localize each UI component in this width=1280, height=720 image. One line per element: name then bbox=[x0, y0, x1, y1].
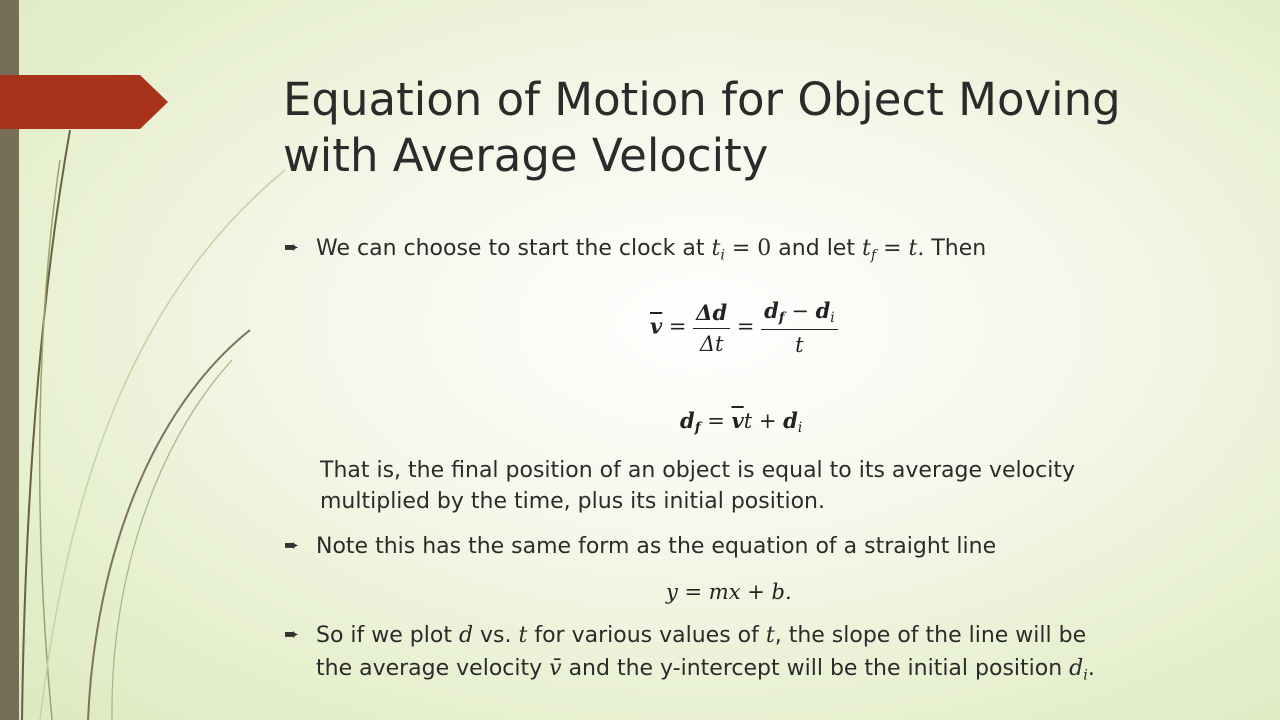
paragraph-line2: multiplied by the time, plus its initial position. bbox=[320, 489, 825, 514]
title-arrow-decoration bbox=[0, 75, 170, 129]
eq1-num2-a: d bbox=[764, 298, 779, 323]
arrow-right-bullet-icon: ➨ bbox=[284, 624, 300, 645]
bullet3-text-c: for various values of bbox=[527, 623, 766, 648]
slide-title-line2: with Average Velocity bbox=[283, 129, 769, 182]
eq1-num2-op: − bbox=[784, 299, 816, 323]
bullet3-line2-b: and the y-intercept will be the initial position bbox=[561, 656, 1070, 681]
eq1-lhs: $\overline{v}$ bbox=[650, 313, 663, 339]
eq2-d: d bbox=[783, 408, 798, 433]
eq2-t: t bbox=[743, 409, 753, 433]
eq1-num2-b-sub: i bbox=[830, 310, 835, 327]
paragraph-line1: That is, the final position of an object is equal to its average velocity bbox=[320, 458, 1075, 483]
bullet1-text-b: and let bbox=[771, 236, 862, 261]
bullet1-math-ti-sub: i bbox=[720, 247, 725, 264]
bullet-item-2 bbox=[284, 531, 996, 561]
equation-straight-line: y = mx + b. bbox=[666, 580, 792, 604]
eq1-den2: t bbox=[795, 333, 804, 358]
eq1-equals-2: = bbox=[730, 314, 762, 339]
bullet-item-1 bbox=[284, 233, 986, 270]
bullet1-text-a: We can choose to start the clock at bbox=[316, 236, 712, 261]
eq2-lhs: d bbox=[680, 408, 695, 433]
eq1-fraction-2 bbox=[761, 298, 838, 357]
slide-title-line1: Equation of Motion for Object Moving bbox=[283, 73, 1121, 126]
bullet1-text-c: Then bbox=[924, 236, 987, 261]
eq1-num1: Δd bbox=[693, 300, 730, 329]
eq2-lhs-sub: f bbox=[694, 420, 701, 437]
eq1-num2-b: d bbox=[815, 298, 831, 323]
arrow-right-bullet-icon: ➨ bbox=[284, 535, 300, 556]
explanation-paragraph bbox=[320, 455, 1220, 517]
eq2-equals: = bbox=[700, 409, 732, 433]
bullet3-text-d: , the slope of the line will be bbox=[774, 623, 1087, 648]
bullet3-math-d2-sub: i bbox=[1083, 667, 1088, 684]
eq1-fraction-1 bbox=[693, 300, 730, 356]
bullet3-math-v: v̄ bbox=[549, 656, 562, 681]
bullet3-text-b: vs. bbox=[473, 623, 519, 648]
bullet3-line2-a: the average velocity bbox=[316, 656, 550, 681]
bullet1-math-ti-rest: = 0 bbox=[724, 236, 772, 261]
bullet1-math-tf: t bbox=[861, 236, 871, 261]
bullet1-math-tf-rest: = t. bbox=[876, 236, 925, 261]
eq1-num2-a-sub: f bbox=[778, 310, 785, 327]
arrow-right-bullet-icon: ➨ bbox=[284, 237, 300, 258]
equation-average-velocity bbox=[650, 298, 838, 357]
bullet3-math-d2: d bbox=[1069, 656, 1084, 681]
eq2-v: $\overline{v}$ bbox=[731, 408, 744, 433]
bullet1-math-tf-sub: f bbox=[870, 247, 877, 264]
bullet2-text: Note this has the same form as the equation of a straight line bbox=[316, 534, 997, 559]
bullet-item-3-line2 bbox=[316, 654, 1276, 690]
eq2-plus: + bbox=[752, 409, 784, 433]
bullet3-math-d: d bbox=[458, 623, 474, 648]
eq2-d-sub: i bbox=[797, 420, 803, 437]
slide-title bbox=[283, 72, 1243, 184]
bullet3-math-t2: t bbox=[765, 623, 775, 648]
equation-final-position bbox=[680, 408, 802, 436]
eq1-equals-1: = bbox=[662, 314, 694, 339]
bullet3-text-a: So if we plot bbox=[316, 623, 459, 648]
bullet3-line2-end: . bbox=[1087, 656, 1095, 681]
eq1-den1: Δt bbox=[699, 331, 724, 356]
bullet-item-3 bbox=[284, 620, 1244, 650]
bullet1-math-ti: t bbox=[711, 236, 721, 261]
bullet3-math-t: t bbox=[518, 623, 528, 648]
